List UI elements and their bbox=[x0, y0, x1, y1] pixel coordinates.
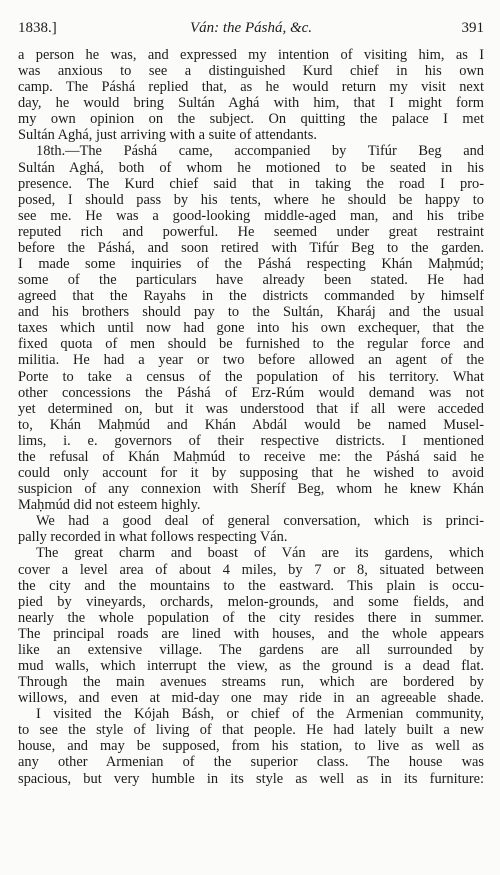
text-line: and his brothers should pay to the Sultán, Kharáj and the usual bbox=[18, 304, 484, 321]
text-line: yet determined on, but it was understood that if all were acceded bbox=[18, 400, 484, 417]
text-line: Sultán Aghá, both of whom he motioned to be seated in his bbox=[18, 159, 484, 176]
text-line: any other Armenian of the superior class. The house was bbox=[18, 754, 484, 771]
text-line: to, Khán Maḥmúd and Khán Abdál would be named Musel- bbox=[18, 416, 484, 433]
text-line: Through the main avenues streams run, which are bordered by bbox=[18, 674, 484, 691]
text-line: presence. The Kurd chief said that in taking the road I pro- bbox=[18, 175, 484, 192]
text-line: suspicion of any connexion with Sheríf Beg, whom he knew Khán bbox=[18, 481, 484, 498]
text-line: The great charm and boast of Ván are its gardens, which bbox=[36, 545, 484, 562]
text-line: other concessions the Páshá of Erz-Rúm would demand was not bbox=[18, 384, 484, 401]
text-line: taxes which until now had gone into his own exchequer, that the bbox=[18, 320, 484, 337]
text-line: to see the style of living of that people. He had lately built a new bbox=[18, 722, 484, 739]
running-header bbox=[18, 20, 484, 40]
text-line: the city and the mountains to the eastward. This plain is occu- bbox=[18, 577, 484, 594]
text-line: mud walls, which interrupt the view, as the ground is a dead flat. bbox=[18, 657, 484, 674]
text-line: cover a level area of about 4 miles, by 7 or 8, situated between bbox=[18, 561, 484, 578]
text-line: 18th.—The Páshá came, accompanied by Tifúr Beg and bbox=[36, 143, 484, 160]
text-line: agreed that the Rayahs in the districts commanded by himself bbox=[18, 288, 484, 305]
text-line: could only account for it by supposing that he wished to avoid bbox=[18, 465, 484, 482]
text-line: camp. The Páshá replied that, as he would return my visit next bbox=[18, 79, 484, 96]
text-line: see me. He was a good-looking middle-aged man, and his tribe bbox=[18, 207, 484, 224]
text-line: pally recorded in what follows respecting Ván. bbox=[18, 529, 288, 546]
text-line: spacious, but very humble in its style as well as in its furniture: bbox=[18, 770, 484, 787]
text-line: house, and may be supposed, from his station, to live as well as bbox=[18, 738, 484, 755]
text-line: The principal roads are lined with houses, and the whole appears bbox=[18, 625, 484, 642]
text-line: the refusal of Khán Maḥmúd to receive me: the Páshá said he bbox=[18, 448, 484, 465]
text-line: fixed quota of men should be furnished to the regular force and bbox=[18, 336, 484, 353]
page-number: 391 bbox=[461, 20, 484, 36]
text-line: a person he was, and expressed my intention of visiting him, as I bbox=[18, 47, 484, 63]
text-line: Sultán Aghá, just arriving with a suite of attendants. bbox=[18, 127, 317, 144]
text-line: I visited the Kójah Básh, or chief of the Armenian community, bbox=[36, 706, 484, 723]
text-line: my own opinion on the subject. On quitting the palace I met bbox=[18, 111, 484, 128]
text-line: I made some inquiries of the Páshá respecting Khán Maḥmúd; bbox=[18, 256, 484, 273]
text-line: We had a good deal of general conversation, which is princi- bbox=[36, 513, 484, 530]
text-line: nearly the whole population of the city resides there in summer. bbox=[18, 609, 484, 626]
text-line: like an extensive village. The gardens are all surrounded by bbox=[18, 641, 484, 658]
text-line: posed, I should pass by his tents, where he should be happy to bbox=[18, 191, 484, 208]
text-line: before the Páshá, and soon retired with Tifúr Beg to the garden. bbox=[18, 239, 484, 256]
header-year: 1838.] bbox=[18, 20, 57, 36]
header-title: Ván: the Páshá, &c. bbox=[189, 20, 313, 36]
text-line: pied by vineyards, orchards, melon-grounds, and some fields, and bbox=[18, 593, 484, 610]
text-line: was anxious to see a distinguished Kurd chief in his own bbox=[18, 63, 484, 80]
text-line: some of the particulars have already been stated. He had bbox=[18, 272, 484, 289]
text-line: willows, and even at mid-day one may ride in an agreeable shade. bbox=[18, 690, 484, 707]
text-line: lims, i. e. governors of their respective districts. I mentioned bbox=[18, 432, 484, 449]
text-line: Maḥmúd did not esteem highly. bbox=[18, 497, 201, 514]
text-line: day, he would bring Sultán Aghá with him, that I might form bbox=[18, 95, 484, 112]
body-text bbox=[18, 47, 484, 787]
text-line: Porte to take a census of the population of his territory. What bbox=[18, 368, 484, 385]
text-line: militia. He had a year or two before allowed an agent of the bbox=[18, 352, 484, 369]
text-line: reputed rich and powerful. He seemed under great restraint bbox=[18, 223, 484, 240]
